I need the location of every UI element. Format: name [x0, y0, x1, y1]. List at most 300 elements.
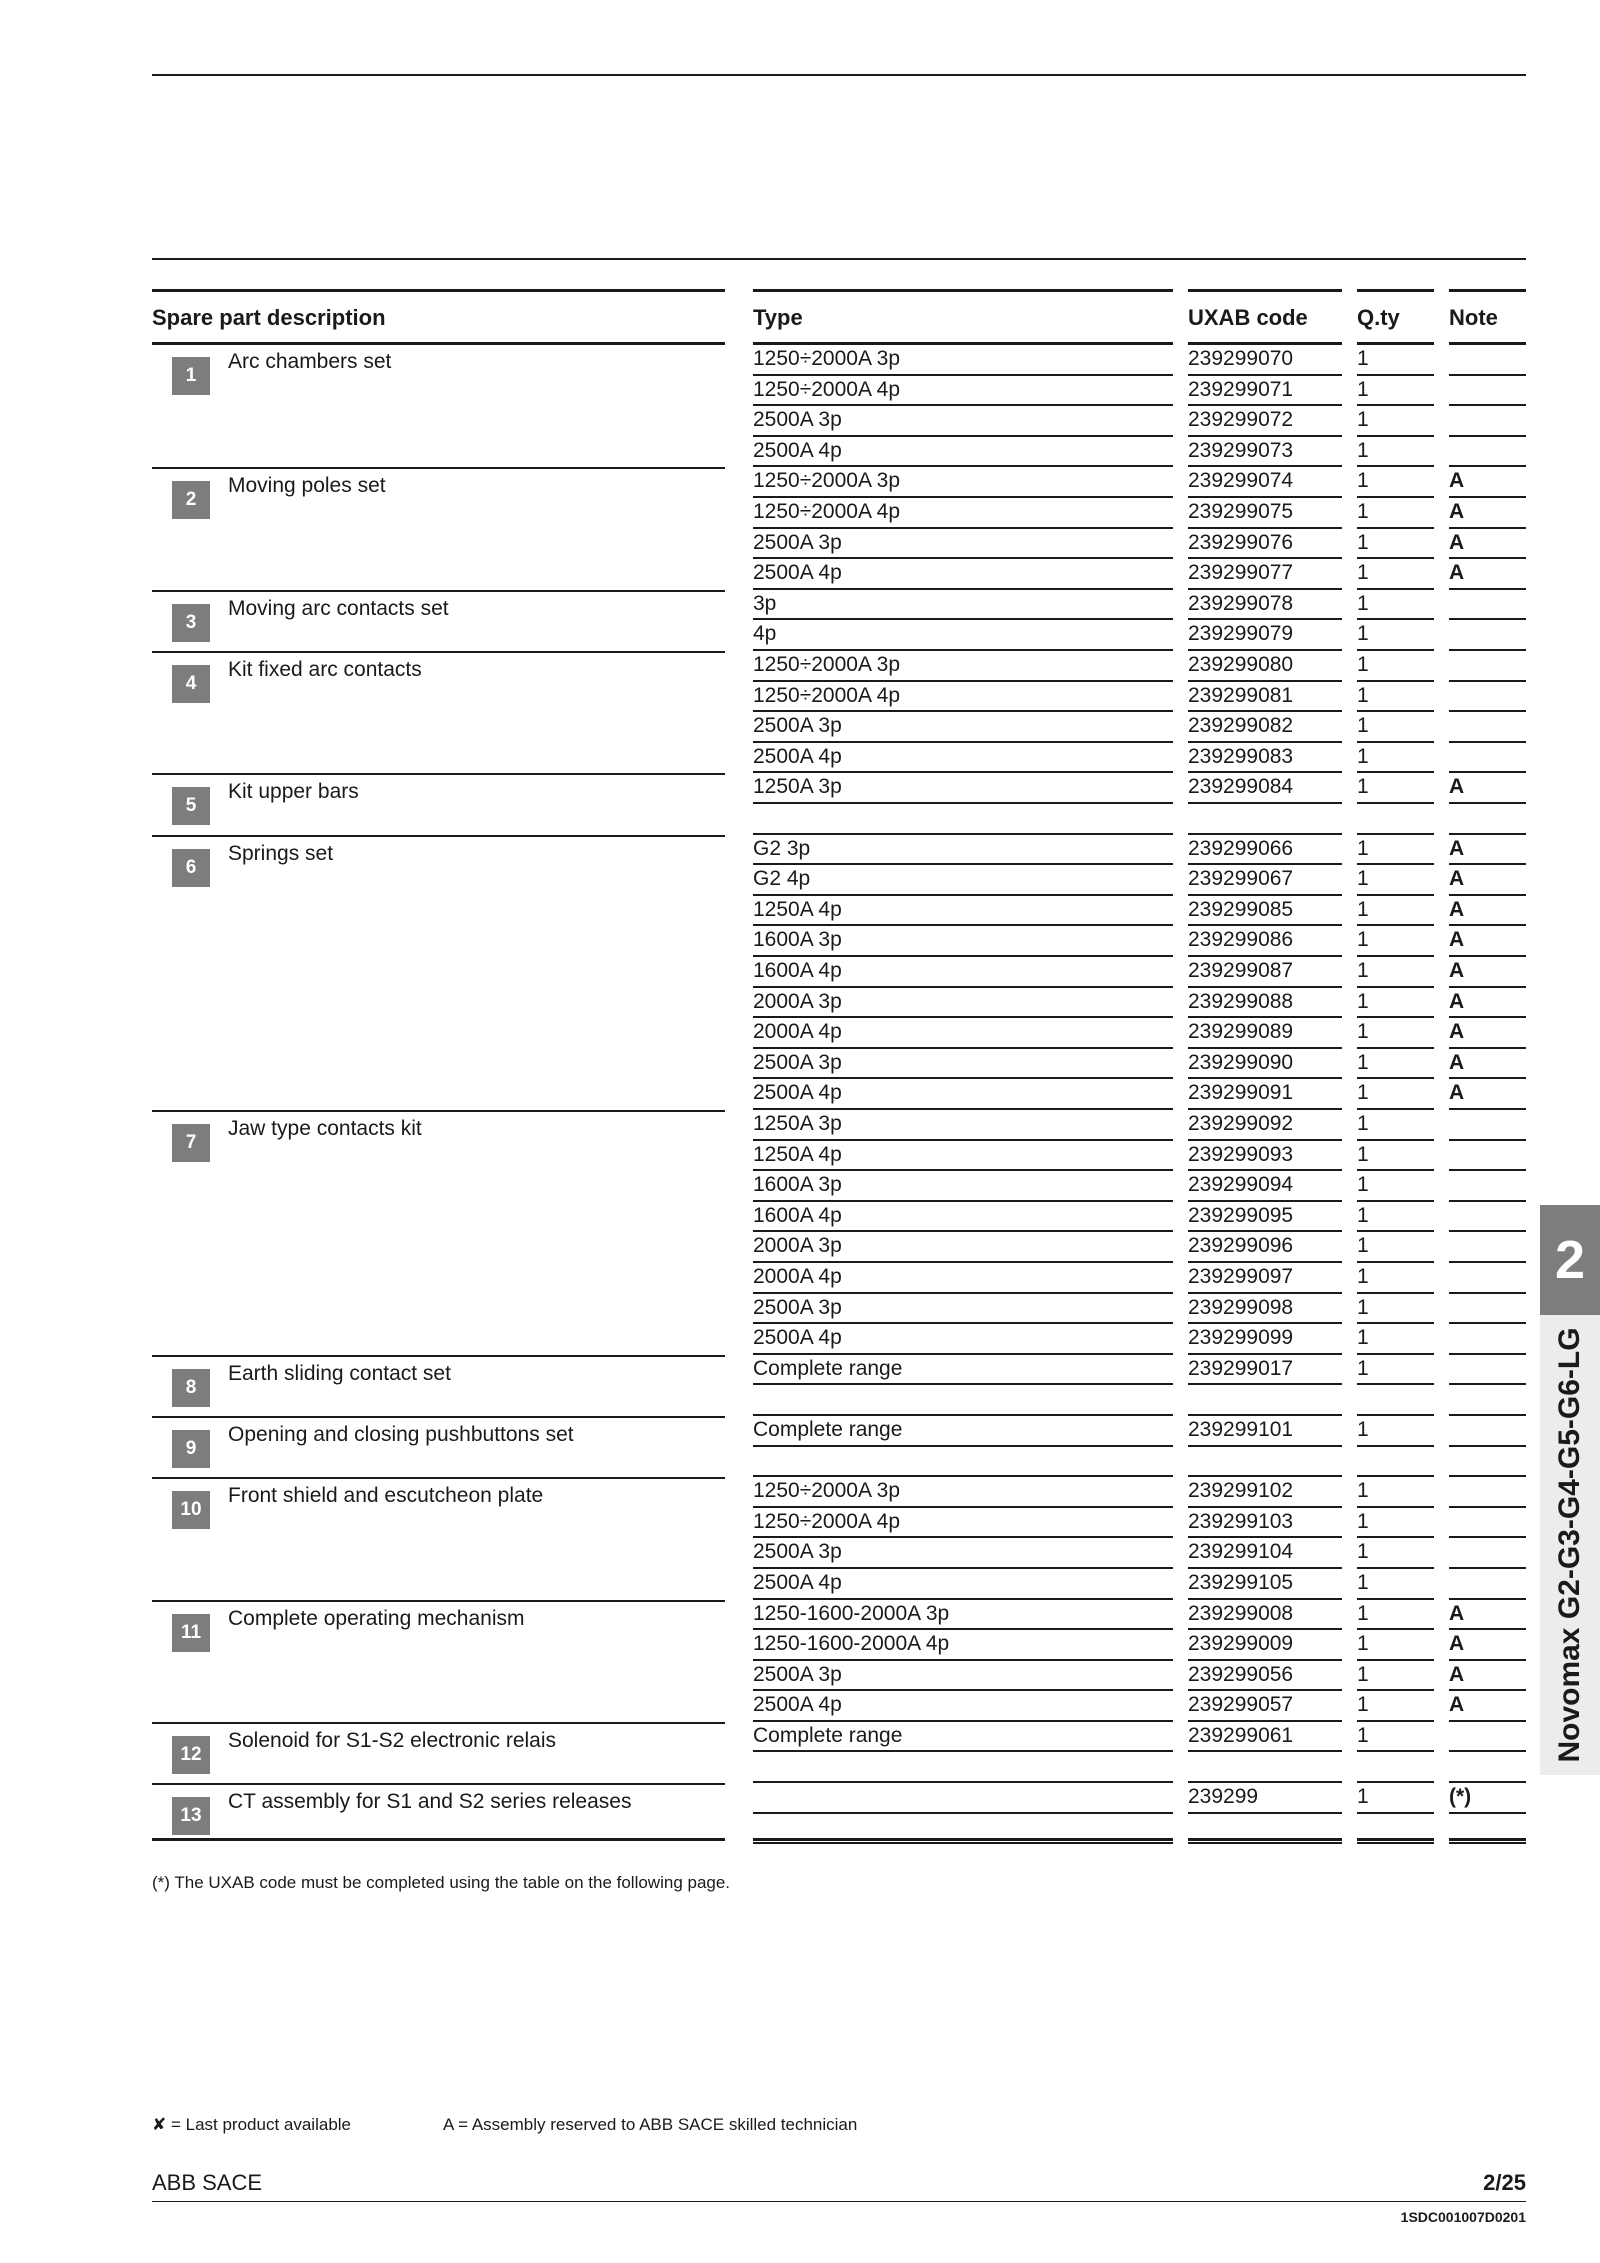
part-description: Moving poles set	[228, 474, 386, 498]
type-cell: 1600A 3p	[753, 1171, 1173, 1202]
type-cell: 2500A 4p	[753, 1691, 1173, 1722]
table-row	[0, 1355, 1600, 1386]
table-row	[0, 1110, 1600, 1141]
part-description: CT assembly for S1 and S2 series releases	[228, 1790, 632, 1814]
note-cell	[1449, 651, 1526, 682]
qty-cell: 1	[1357, 529, 1434, 560]
qty-cell: 1	[1357, 1416, 1434, 1447]
part-number-badge: 10	[172, 1491, 210, 1529]
qty-cell: 1	[1357, 1508, 1434, 1539]
table-row	[0, 1661, 1600, 1692]
type-cell: 1250A 4p	[753, 896, 1173, 927]
note-cell: A	[1449, 1630, 1526, 1661]
table-row	[0, 743, 1600, 774]
col-rule-qty-bottom	[1357, 1838, 1434, 1841]
part-group	[0, 590, 1600, 651]
table-row	[0, 1630, 1600, 1661]
note-cell	[1449, 1538, 1526, 1569]
table-row	[0, 865, 1600, 896]
note-cell	[1449, 1294, 1526, 1325]
uxab-code-cell: 239299073	[1188, 437, 1342, 468]
type-cell: 1250÷2000A 3p	[753, 651, 1173, 682]
note-cell	[1449, 437, 1526, 468]
table-row	[0, 590, 1600, 621]
part-description: Springs set	[228, 841, 334, 865]
part-number-badge: 2	[172, 481, 210, 519]
uxab-code-cell: 239299072	[1188, 406, 1342, 437]
note-cell: A	[1449, 1049, 1526, 1080]
type-cell: 2000A 4p	[753, 1018, 1173, 1049]
note-cell	[1449, 743, 1526, 774]
table-row	[0, 529, 1600, 560]
qty-cell: 1	[1357, 1600, 1434, 1631]
table-row	[0, 1079, 1600, 1110]
table-row	[0, 1477, 1600, 1508]
uxab-code-cell: 239299084	[1188, 773, 1342, 804]
note-cell: A	[1449, 1079, 1526, 1110]
uxab-code-cell: 239299074	[1188, 467, 1342, 498]
part-number-badge: 8	[172, 1369, 210, 1407]
part-number-badge: 6	[172, 849, 210, 887]
note-cell	[1449, 1508, 1526, 1539]
col-rule-note-bottom	[1449, 1838, 1526, 1841]
uxab-code-cell	[1188, 804, 1342, 835]
table-row	[0, 1232, 1600, 1263]
qty-cell: 1	[1357, 896, 1434, 927]
type-cell: 1250A 3p	[753, 773, 1173, 804]
note-cell	[1449, 1569, 1526, 1600]
note-cell	[1449, 1202, 1526, 1233]
type-cell: 1250÷2000A 4p	[753, 1508, 1173, 1539]
table-row	[0, 1722, 1600, 1753]
section-side-label: Novomax G2-G3-G4-G5-G6-LG	[1553, 1327, 1586, 1763]
type-cell: 1600A 4p	[753, 1202, 1173, 1233]
uxab-code-cell: 239299081	[1188, 682, 1342, 713]
qty-cell: 1	[1357, 865, 1434, 896]
note-cell	[1449, 1141, 1526, 1172]
type-cell: 2500A 4p	[753, 437, 1173, 468]
table-row	[0, 651, 1600, 682]
table-row	[0, 1447, 1600, 1478]
type-cell: 1600A 3p	[753, 926, 1173, 957]
type-cell	[753, 1752, 1173, 1783]
qty-cell: 1	[1357, 651, 1434, 682]
uxab-code-cell: 239299095	[1188, 1202, 1342, 1233]
uxab-code-cell: 239299056	[1188, 1661, 1342, 1692]
uxab-code-cell: 239299071	[1188, 376, 1342, 407]
uxab-code-cell: 239299079	[1188, 620, 1342, 651]
table-row	[0, 682, 1600, 713]
type-cell: G2 4p	[753, 865, 1173, 896]
qty-cell: 1	[1357, 1355, 1434, 1386]
part-group	[0, 651, 1600, 773]
type-cell: 2500A 3p	[753, 1538, 1173, 1569]
part-number-badge: 7	[172, 1124, 210, 1162]
uxab-code-cell: 239299008	[1188, 1600, 1342, 1631]
table-row	[0, 988, 1600, 1019]
note-cell	[1449, 376, 1526, 407]
note-cell: A	[1449, 1691, 1526, 1722]
type-cell: 1600A 4p	[753, 957, 1173, 988]
note-cell: A	[1449, 1661, 1526, 1692]
uxab-code-cell	[1188, 1752, 1342, 1783]
note-cell: A	[1449, 896, 1526, 927]
type-cell: 2000A 4p	[753, 1263, 1173, 1294]
uxab-code-cell: 239299086	[1188, 926, 1342, 957]
section-side-tab	[1540, 1315, 1600, 1775]
qty-cell: 1	[1357, 1538, 1434, 1569]
qty-cell: 1	[1357, 406, 1434, 437]
part-number-badge: 4	[172, 665, 210, 703]
qty-cell: 1	[1357, 926, 1434, 957]
uxab-code-cell: 239299089	[1188, 1018, 1342, 1049]
type-cell: 2500A 3p	[753, 529, 1173, 560]
note-cell: A	[1449, 926, 1526, 957]
qty-cell: 1	[1357, 1141, 1434, 1172]
type-cell: 1250÷2000A 3p	[753, 467, 1173, 498]
type-cell	[753, 1385, 1173, 1416]
type-cell: 4p	[753, 620, 1173, 651]
note-cell	[1449, 1416, 1526, 1447]
uxab-code-cell: 239299103	[1188, 1508, 1342, 1539]
footer-doc-ref: 1SDC001007D0201	[1400, 2209, 1526, 2225]
part-description: Jaw type contacts kit	[228, 1116, 422, 1140]
table-row	[0, 1385, 1600, 1416]
uxab-code-cell: 239299075	[1188, 498, 1342, 529]
part-description: Opening and closing pushbuttons set	[228, 1422, 574, 1446]
uxab-code-cell: 239299070	[1188, 345, 1342, 376]
part-group	[0, 835, 1600, 1110]
part-group	[0, 1600, 1600, 1722]
qty-cell: 1	[1357, 773, 1434, 804]
note-cell: A	[1449, 498, 1526, 529]
qty-cell: 1	[1357, 1691, 1434, 1722]
note-cell: A	[1449, 773, 1526, 804]
uxab-code-cell	[1188, 1447, 1342, 1478]
note-cell	[1449, 345, 1526, 376]
qty-cell	[1357, 1447, 1434, 1478]
part-description: Moving arc contacts set	[228, 596, 449, 620]
uxab-code-cell: 239299009	[1188, 1630, 1342, 1661]
qty-cell: 1	[1357, 1294, 1434, 1325]
type-cell: 2500A 4p	[753, 1079, 1173, 1110]
uxab-code-cell: 239299104	[1188, 1538, 1342, 1569]
table-row	[0, 1783, 1600, 1814]
footer-rule	[152, 2201, 1526, 2202]
header-note: Note	[1449, 305, 1498, 330]
header-description: Spare part description	[152, 305, 386, 330]
qty-cell: 1	[1357, 1079, 1434, 1110]
table-row	[0, 1171, 1600, 1202]
type-cell: 1250÷2000A 4p	[753, 682, 1173, 713]
qty-cell: 1	[1357, 498, 1434, 529]
note-cell	[1449, 682, 1526, 713]
table-row	[0, 437, 1600, 468]
note-cell	[1449, 1324, 1526, 1355]
table-row	[0, 1508, 1600, 1539]
uxab-code-cell: 239299085	[1188, 896, 1342, 927]
type-cell: 1250-1600-2000A 3p	[753, 1600, 1173, 1631]
uxab-code-cell: 239299091	[1188, 1079, 1342, 1110]
uxab-code-cell: 239299088	[1188, 988, 1342, 1019]
part-number-badge: 9	[172, 1430, 210, 1468]
part-group	[0, 1355, 1600, 1416]
uxab-code-cell: 239299061	[1188, 1722, 1342, 1753]
header-uxab-code: UXAB code	[1188, 305, 1308, 330]
table-row	[0, 1141, 1600, 1172]
table-row	[0, 467, 1600, 498]
uxab-code-cell: 239299082	[1188, 712, 1342, 743]
header-type: Type	[753, 305, 803, 330]
note-cell: (*)	[1449, 1783, 1526, 1814]
note-cell	[1449, 1477, 1526, 1508]
uxab-code-cell: 239299083	[1188, 743, 1342, 774]
uxab-code-cell: 239299076	[1188, 529, 1342, 560]
qty-cell: 1	[1357, 467, 1434, 498]
col-rule-qty-top	[1357, 289, 1434, 292]
col-rule-code-bottom	[1188, 1838, 1342, 1841]
uxab-code-cell: 239299105	[1188, 1569, 1342, 1600]
type-cell: 1250÷2000A 3p	[753, 345, 1173, 376]
qty-cell: 1	[1357, 1049, 1434, 1080]
part-group	[0, 1722, 1600, 1783]
spare-parts-table	[0, 345, 1600, 1844]
type-cell: 2000A 3p	[753, 988, 1173, 1019]
note-cell	[1449, 1110, 1526, 1141]
note-cell	[1449, 1722, 1526, 1753]
part-description: Earth sliding contact set	[228, 1361, 451, 1385]
part-group	[0, 1416, 1600, 1477]
type-cell: Complete range	[753, 1722, 1173, 1753]
note-cell: A	[1449, 559, 1526, 590]
type-cell	[753, 1447, 1173, 1478]
type-cell: 2500A 4p	[753, 1324, 1173, 1355]
qty-cell: 1	[1357, 345, 1434, 376]
note-cell	[1449, 406, 1526, 437]
uxab-code-cell: 239299098	[1188, 1294, 1342, 1325]
qty-cell: 1	[1357, 590, 1434, 621]
legend-last-product: ✘ = Last product available	[152, 2115, 352, 2134]
qty-cell: 1	[1357, 1110, 1434, 1141]
note-cell: A	[1449, 467, 1526, 498]
table-row	[0, 1600, 1600, 1631]
note-cell: A	[1449, 835, 1526, 866]
note-cell: A	[1449, 1018, 1526, 1049]
part-number-badge: 1	[172, 357, 210, 395]
col-rule-type-bottom	[753, 1838, 1173, 1841]
footer-company: ABB SACE	[152, 2170, 263, 2195]
qty-cell: 1	[1357, 376, 1434, 407]
part-number-badge: 13	[172, 1797, 210, 1835]
type-cell: Complete range	[753, 1416, 1173, 1447]
type-cell: 2500A 4p	[753, 1569, 1173, 1600]
qty-cell: 1	[1357, 988, 1434, 1019]
qty-cell: 1	[1357, 1232, 1434, 1263]
table-row	[0, 1416, 1600, 1447]
part-description: Front shield and escutcheon plate	[228, 1484, 544, 1508]
type-cell: 1250÷2000A 4p	[753, 498, 1173, 529]
part-number-badge: 12	[172, 1736, 210, 1774]
uxab-code-cell: 239299092	[1188, 1110, 1342, 1141]
note-cell	[1449, 1385, 1526, 1416]
qty-cell: 1	[1357, 743, 1434, 774]
col-rule-type-top	[753, 289, 1173, 292]
uxab-code-cell: 239299057	[1188, 1691, 1342, 1722]
part-group	[0, 1783, 1600, 1844]
part-number-badge: 11	[172, 1614, 210, 1652]
type-cell: 1250A 3p	[753, 1110, 1173, 1141]
table-row	[0, 1569, 1600, 1600]
table-row	[0, 773, 1600, 804]
table-row	[0, 620, 1600, 651]
part-description: Kit upper bars	[228, 780, 359, 804]
table-row	[0, 1263, 1600, 1294]
table-row	[0, 804, 1600, 835]
type-cell: 2000A 3p	[753, 1232, 1173, 1263]
note-cell	[1449, 1752, 1526, 1783]
col-rule-desc-top	[152, 289, 725, 292]
part-group	[0, 773, 1600, 834]
table-row	[0, 926, 1600, 957]
type-cell: 2500A 3p	[753, 1661, 1173, 1692]
qty-cell: 1	[1357, 1171, 1434, 1202]
note-cell: A	[1449, 988, 1526, 1019]
type-cell: 3p	[753, 590, 1173, 621]
uxab-code-cell: 239299097	[1188, 1263, 1342, 1294]
part-number-badge: 5	[172, 787, 210, 825]
part-group	[0, 1477, 1600, 1599]
note-cell: A	[1449, 957, 1526, 988]
uxab-code-cell: 239299102	[1188, 1477, 1342, 1508]
note-cell	[1449, 804, 1526, 835]
legend-assembly: A = Assembly reserved to ABB SACE skilled technician	[443, 2115, 858, 2134]
table-row	[0, 406, 1600, 437]
qty-cell: 1	[1357, 620, 1434, 651]
qty-cell: 1	[1357, 1783, 1434, 1814]
qty-cell: 1	[1357, 957, 1434, 988]
qty-cell: 1	[1357, 1569, 1434, 1600]
uxab-code-cell: 239299090	[1188, 1049, 1342, 1080]
uxab-code-cell: 239299096	[1188, 1232, 1342, 1263]
type-cell	[753, 804, 1173, 835]
uxab-code-cell: 239299093	[1188, 1141, 1342, 1172]
note-cell	[1449, 712, 1526, 743]
table-row	[0, 1691, 1600, 1722]
uxab-code-cell: 239299067	[1188, 865, 1342, 896]
qty-cell: 1	[1357, 1722, 1434, 1753]
uxab-code-cell: 239299094	[1188, 1171, 1342, 1202]
note-cell	[1449, 620, 1526, 651]
uxab-code-cell: 239299066	[1188, 835, 1342, 866]
table-row	[0, 1752, 1600, 1783]
col-rule-note-top	[1449, 289, 1526, 292]
type-cell: 2500A 4p	[753, 743, 1173, 774]
type-cell: G2 3p	[753, 835, 1173, 866]
table-row	[0, 498, 1600, 529]
qty-cell: 1	[1357, 1477, 1434, 1508]
qty-cell: 1	[1357, 1324, 1434, 1355]
table-row	[0, 1538, 1600, 1569]
qty-cell: 1	[1357, 1202, 1434, 1233]
uxab-code-cell: 239299080	[1188, 651, 1342, 682]
header-qty: Q.ty	[1357, 305, 1400, 330]
type-cell: 1250÷2000A 4p	[753, 376, 1173, 407]
qty-cell: 1	[1357, 1630, 1434, 1661]
footer-page-number: 2/25	[1483, 2170, 1526, 2195]
type-cell: 1250-1600-2000A 4p	[753, 1630, 1173, 1661]
table-row	[0, 896, 1600, 927]
qty-cell	[1357, 804, 1434, 835]
type-cell	[753, 1783, 1173, 1814]
type-cell: 2500A 3p	[753, 406, 1173, 437]
part-group	[0, 345, 1600, 467]
note-cell	[1449, 1232, 1526, 1263]
part-group	[0, 1110, 1600, 1355]
type-cell: 1250÷2000A 3p	[753, 1477, 1173, 1508]
table-row	[0, 376, 1600, 407]
table-row	[0, 957, 1600, 988]
qty-cell: 1	[1357, 437, 1434, 468]
part-description: Arc chambers set	[228, 350, 392, 373]
note-cell	[1449, 1171, 1526, 1202]
table-row	[0, 1018, 1600, 1049]
top-rule	[152, 74, 1526, 76]
table-row	[0, 835, 1600, 866]
qty-cell	[1357, 1385, 1434, 1416]
uxab-code-cell: 239299078	[1188, 590, 1342, 621]
note-cell: A	[1449, 865, 1526, 896]
note-cell	[1449, 1447, 1526, 1478]
qty-cell: 1	[1357, 559, 1434, 590]
note-cell	[1449, 1355, 1526, 1386]
table-row	[0, 345, 1600, 376]
part-description: Complete operating mechanism	[228, 1606, 525, 1630]
footnote: (*) The UXAB code must be completed using the table on the following page.	[152, 1873, 731, 1892]
qty-cell: 1	[1357, 835, 1434, 866]
table-row	[0, 712, 1600, 743]
note-cell	[1449, 590, 1526, 621]
uxab-code-cell: 239299087	[1188, 957, 1342, 988]
qty-cell: 1	[1357, 1018, 1434, 1049]
uxab-code-cell: 239299099	[1188, 1324, 1342, 1355]
uxab-code-cell	[1188, 1385, 1342, 1416]
part-group	[0, 467, 1600, 589]
type-cell: 2500A 3p	[753, 1049, 1173, 1080]
type-cell: Complete range	[753, 1355, 1173, 1386]
table-row	[0, 1202, 1600, 1233]
note-cell: A	[1449, 529, 1526, 560]
note-cell	[1449, 1263, 1526, 1294]
col-rule-code-top	[1188, 289, 1342, 292]
qty-cell: 1	[1357, 1263, 1434, 1294]
type-cell: 2500A 3p	[753, 1294, 1173, 1325]
table-row	[0, 1324, 1600, 1355]
type-cell: 2500A 4p	[753, 559, 1173, 590]
type-cell: 2500A 3p	[753, 712, 1173, 743]
uxab-code-cell: 239299077	[1188, 559, 1342, 590]
note-cell: A	[1449, 1600, 1526, 1631]
uxab-code-cell: 239299101	[1188, 1416, 1342, 1447]
type-cell: 1250A 4p	[753, 1141, 1173, 1172]
table-top-rule	[152, 258, 1526, 260]
part-description: Kit fixed arc contacts	[228, 657, 422, 681]
qty-cell: 1	[1357, 712, 1434, 743]
section-number-tab: 2	[1540, 1205, 1600, 1315]
uxab-code-cell: 239299017	[1188, 1355, 1342, 1386]
col-rule-desc-bottom	[152, 1838, 725, 1841]
part-number-badge: 3	[172, 604, 210, 642]
table-row	[0, 1049, 1600, 1080]
